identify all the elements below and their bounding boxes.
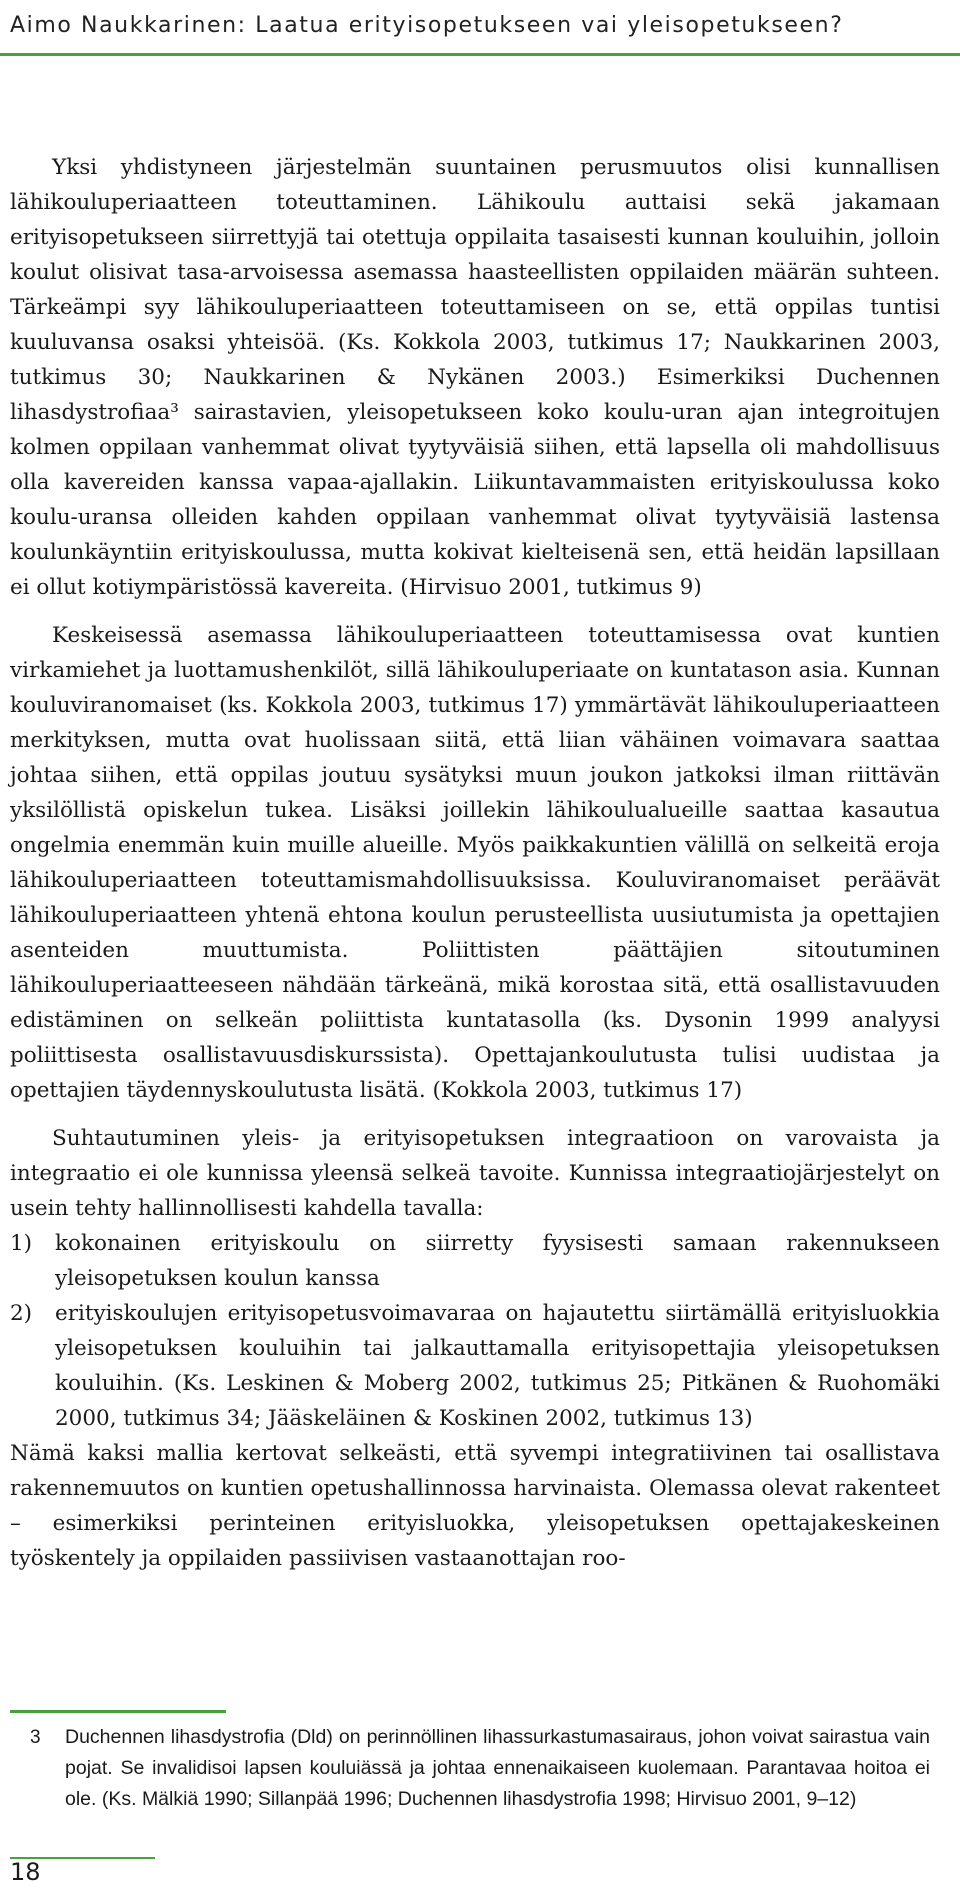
page-number: 18 — [10, 1858, 41, 1886]
footnote-text: Duchennen lihasdystrofia (Dld) on perinnöllinen lihassurkastumasairaus, johon voivat sairastua vain pojat. Se invalidisoi lapsen kouluiässä ja johtaa ennenaikaiseen kuolemaan. Parantavaa hoitoa ei ole. (Ks. Mälkiä 1990; Sillanpää 1996; Duchennen lihasdystrofia 1998; Hirvisuo 2001, 9–12) — [65, 1726, 930, 1810]
paragraph-4: Nämä kaksi mallia kertovat selkeästi, että syvempi integratiivinen tai osallistava rakennemuutos on kuntien opetushallinnossa harvinaista. Olemassa olevat rakenteet – esimerkiksi perinteinen erityisluokka, yleisopetuksen opettajakeskeinen työskentely ja oppilaiden passiivisen vastaanottajan roo- — [10, 1441, 940, 1571]
list-item — [10, 1226, 940, 1296]
list-number: 1) — [10, 1231, 33, 1256]
footnote — [10, 1722, 930, 1815]
footnote-mark: 3 — [30, 1727, 41, 1748]
list-item — [10, 1296, 940, 1436]
running-title: Aimo Naukkarinen: Laatua erityisopetukseen vai yleisopetukseen? — [10, 12, 844, 38]
footnote-rule — [10, 1710, 226, 1713]
list-text: kokonainen erityiskoulu on siirretty fyysisesti samaan rakennukseen yleisopetuksen koulun kanssa — [55, 1231, 940, 1291]
header-rule — [0, 53, 960, 56]
paragraph-1: Yksi yhdistyneen järjestelmän suuntainen perusmuutos olisi kunnallisen lähikouluperiaatteen toteuttaminen. Lähikoulu auttaisi sekä jakamaan erityisopetukseen siirrettyjä tai otettuja oppilaita tasaisesti kunnan kouluihin, jolloin koulut olisivat tasa-arvoisessa asemassa haasteellisten oppilaiden määrän suhteen. Tärkeämpi syy lähikouluperiaatteen toteuttamiseen on se, että oppilas tuntisi kuuluvansa osaksi yhteisöä. (Ks. Kokkola 2003, tutkimus 17; Naukkarinen 2003, tutkimus 30; Naukkarinen & Nykänen 2003.) Esimerkiksi Duchennen lihasdystrofiaa³ sairastavien, yleisopetukseen koko koulu-uran ajan integroitujen kolmen oppilaan vanhemmat olivat tyytyväisiä siihen, että lapsella oli mahdollisuus olla kavereiden kanssa vapaa-ajallakin. Liikuntavammaisten erityiskoulussa koko koulu-uransa olleiden kahden oppilaan vanhemmat olivat tyytyväisiä lastensa koulunkäyntiin erityiskoulussa, mutta kokivat kielteisenä sen, että heidän lapsillaan ei ollut kotiympäristössä kavereita. (Hirvisuo 2001, tutkimus 9) — [10, 155, 940, 600]
paragraph-3: Suhtautuminen yleis- ja erityisopetuksen integraatioon on varovaista ja integraatio ei ole kunnissa yleensä selkeä tavoite. Kunnissa integraatiojärjestelyt on usein tehty hallinnollisesti kahdella tavalla: — [10, 1126, 940, 1221]
list-number: 2) — [10, 1301, 33, 1326]
paragraph-2: Keskeisessä asemassa lähikouluperiaatteen toteuttamisessa ovat kuntien virkamiehet ja luottamushenkilöt, sillä lähikouluperiaate on kuntatason asia. Kunnan kouluviranomaiset (ks. Kokkola 2003, tutkimus 17) ymmärtävät lähikouluperiaatteen merkityksen, mutta ovat huolissaan siitä, että liian vähäinen voimavara saattaa johtaa siihen, että oppilas joutuu sysätyksi muun joukon jatkoksi ilman riittävän yksilöllistä opiskelun tukea. Lisäksi joillekin lähikoulualueille saattaa kasautua ongelmia enemmän kuin muille alueille. Myös paikkakuntien välillä on selkeitä eroja lähikouluperiaatteen toteuttamismahdollisuuksissa. Kouluviranomaiset peräävät lähikouluperiaatteen yhtenä ehtona koulun perusteellista uusiutumista ja opettajien asenteiden muuttumista. Poliittisten päättäjien sitoutuminen lähikouluperiaatteeseen nähdään tärkeänä, mikä korostaa sitä, että osallistavuuden edistäminen on selkeän poliittista kuntatasolla (ks. Dysonin 1999 analyysi poliittisesta osallistavuusdiskurssista). Opettajankoulutusta tulisi uudistaa ja opettajien täydennyskoulutusta lisätä. (Kokkola 2003, tutkimus 17) — [10, 623, 940, 1103]
main-text — [10, 150, 940, 1576]
list-text: erityiskoulujen erityisopetusvoimavaraa on hajautettu siirtämällä erityisluokkia yleisopetuksen kouluihin tai jalkauttamalla erityisopettajia yleisopetuksen kouluihin. (Ks. Leskinen & Moberg 2002, tutkimus 25; Pitkänen & Ruohomäki 2000, tutkimus 34; Jääskeläinen & Koskinen 2002, tutkimus 13) — [55, 1301, 940, 1431]
